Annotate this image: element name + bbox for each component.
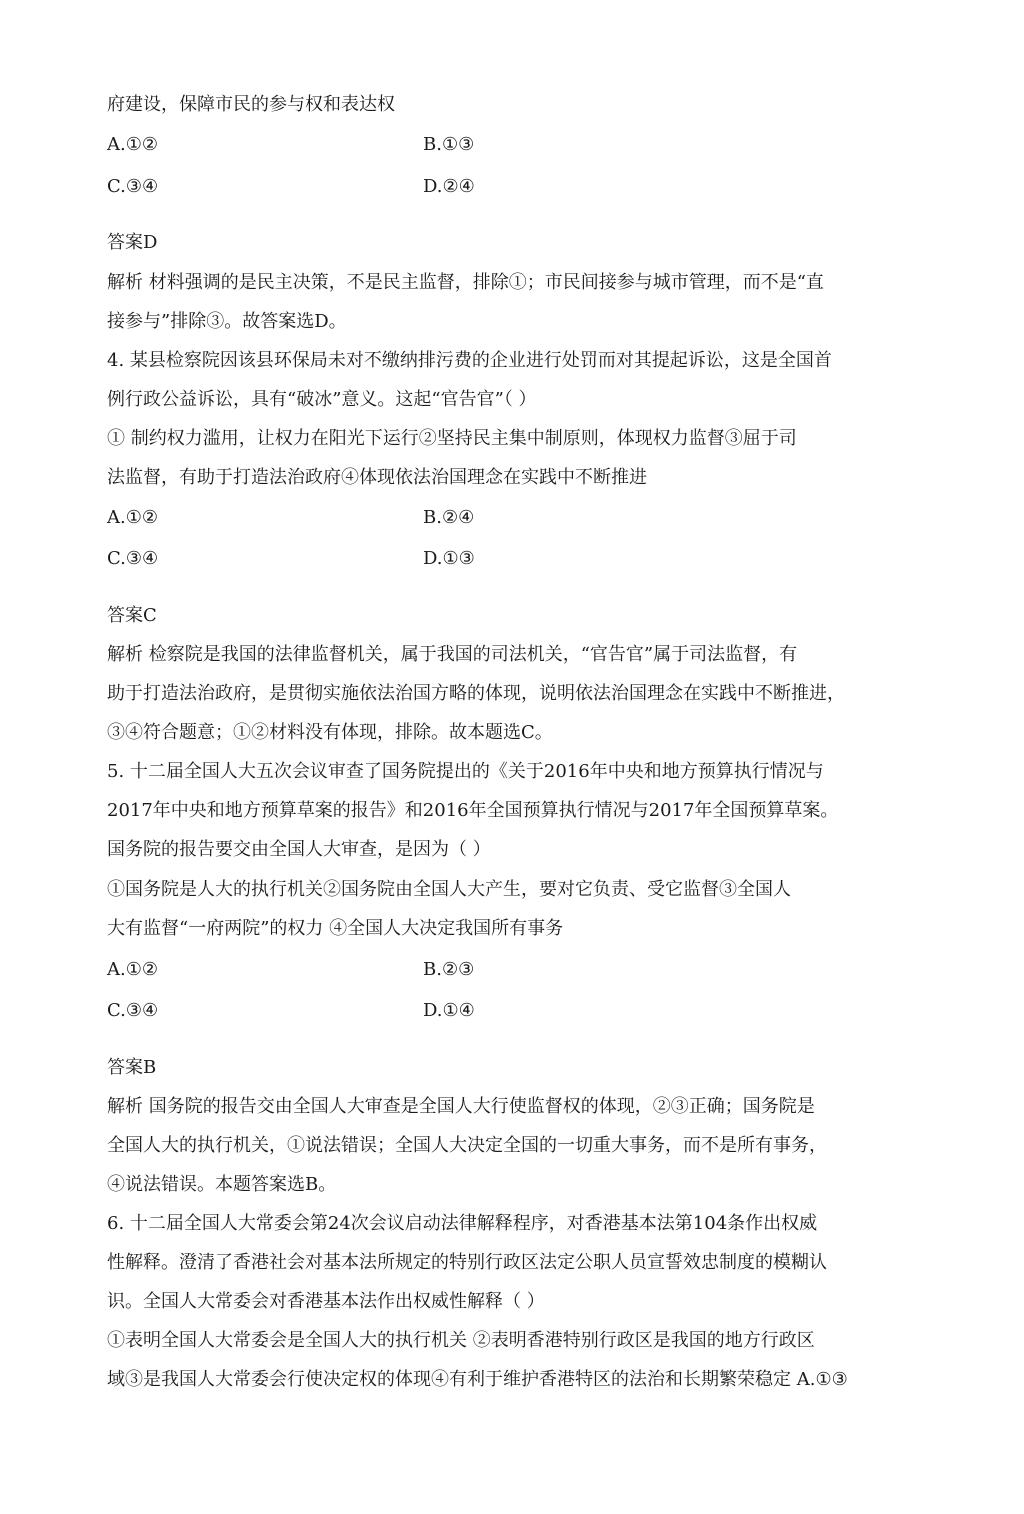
explanation-line: ③④符合题意；①②材料没有体现，排除。故本题选C。 bbox=[107, 722, 553, 743]
option-b: B.②④ bbox=[423, 507, 475, 528]
question-line: 例行政公益诉讼，具有“破冰”意义。这起“官告官”（ ） bbox=[107, 389, 537, 410]
answer-line: 答案D bbox=[107, 232, 158, 253]
option-b: B.①③ bbox=[423, 134, 475, 155]
question-line: 识。全国人大常委会对香港基本法作出权威性解释（ ） bbox=[107, 1291, 545, 1312]
answer-line: 答案C bbox=[107, 605, 157, 626]
explanation-line: ④说法错误。本题答案选B。 bbox=[107, 1174, 337, 1195]
explanation-line: 接参与”排除③。故答案选D。 bbox=[107, 311, 347, 332]
option-d: D.②④ bbox=[423, 176, 475, 197]
option-c: C.③④ bbox=[107, 548, 159, 569]
question-line: 2017年中央和地方预算草案的报告》和2016年全国预算执行情况与2017年全国预算草案。 bbox=[107, 800, 839, 821]
question-line: 国务院的报告要交由全国人大审查，是因为（ ） bbox=[107, 839, 491, 860]
answer-line: 答案B bbox=[107, 1057, 157, 1078]
option-a: A.①② bbox=[107, 507, 158, 528]
option-d: D.①③ bbox=[423, 548, 475, 569]
explanation-line: 解析 材料强调的是民主决策，不是民主监督，排除①；市民间接参与城市管理，而不是“直 bbox=[107, 272, 824, 293]
option-d: D.①④ bbox=[423, 1000, 475, 1021]
explanation-line: 助于打造法治政府，是贯彻实施依法治国方略的体现，说明依法治国理念在实践中不断推进， bbox=[107, 683, 845, 704]
question-line: 5. 十二届全国人大五次会议审查了国务院提出的《关于2016年中央和地方预算执行情况与 bbox=[107, 761, 824, 782]
question-line: 大有监督“一府两院”的权力 ④全国人大决定我国所有事务 bbox=[107, 918, 564, 939]
question-line: 4. 某县检察院因该县环保局未对不缴纳排污费的企业进行处罚而对其提起诉讼，这是全国首 bbox=[107, 350, 832, 371]
question-line: 6. 十二届全国人大常委会第24次会议启动法律解释程序，对香港基本法第104条作出权威 bbox=[107, 1213, 818, 1234]
question-line: 性解释。澄清了香港社会对基本法所规定的特别行政区法定公职人员宣誓效忠制度的模糊认 bbox=[107, 1252, 827, 1273]
text-line: 府建设，保障市民的参与权和表达权 bbox=[107, 94, 395, 115]
explanation-line: 解析 检察院是我国的法律监督机关，属于我国的司法机关，“官告官”属于司法监督，有 bbox=[107, 644, 798, 665]
question-line: ①国务院是人大的执行机关②国务院由全国人大产生，要对它负责、受它监督③全国人 bbox=[107, 879, 791, 900]
explanation-line: 全国人大的执行机关，①说法错误；全国人大决定全国的一切重大事务，而不是所有事务， bbox=[107, 1135, 827, 1156]
option-a: A.①② bbox=[107, 959, 158, 980]
option-b: B.②③ bbox=[423, 959, 475, 980]
option-a: A.①② bbox=[107, 134, 158, 155]
question-line: ① 制约权力滥用，让权力在阳光下运行②坚持民主集中制原则，体现权力监督③屈于司 bbox=[107, 428, 797, 449]
option-c: C.③④ bbox=[107, 176, 159, 197]
question-line: ①表明全国人大常委会是全国人大的执行机关 ②表明香港特别行政区是我国的地方行政区 bbox=[107, 1330, 815, 1351]
option-c: C.③④ bbox=[107, 1000, 159, 1021]
explanation-line: 解析 国务院的报告交由全国人大审查是全国人大行使监督权的体现，②③正确；国务院是 bbox=[107, 1096, 815, 1117]
question-line: 法监督，有助于打造法治政府④体现依法治国理念在实践中不断推进 bbox=[107, 467, 647, 488]
question-line: 域③是我国人大常委会行使决定权的体现④有利于维护香港特区的法治和长期繁荣稳定 A.①③ bbox=[107, 1369, 848, 1390]
